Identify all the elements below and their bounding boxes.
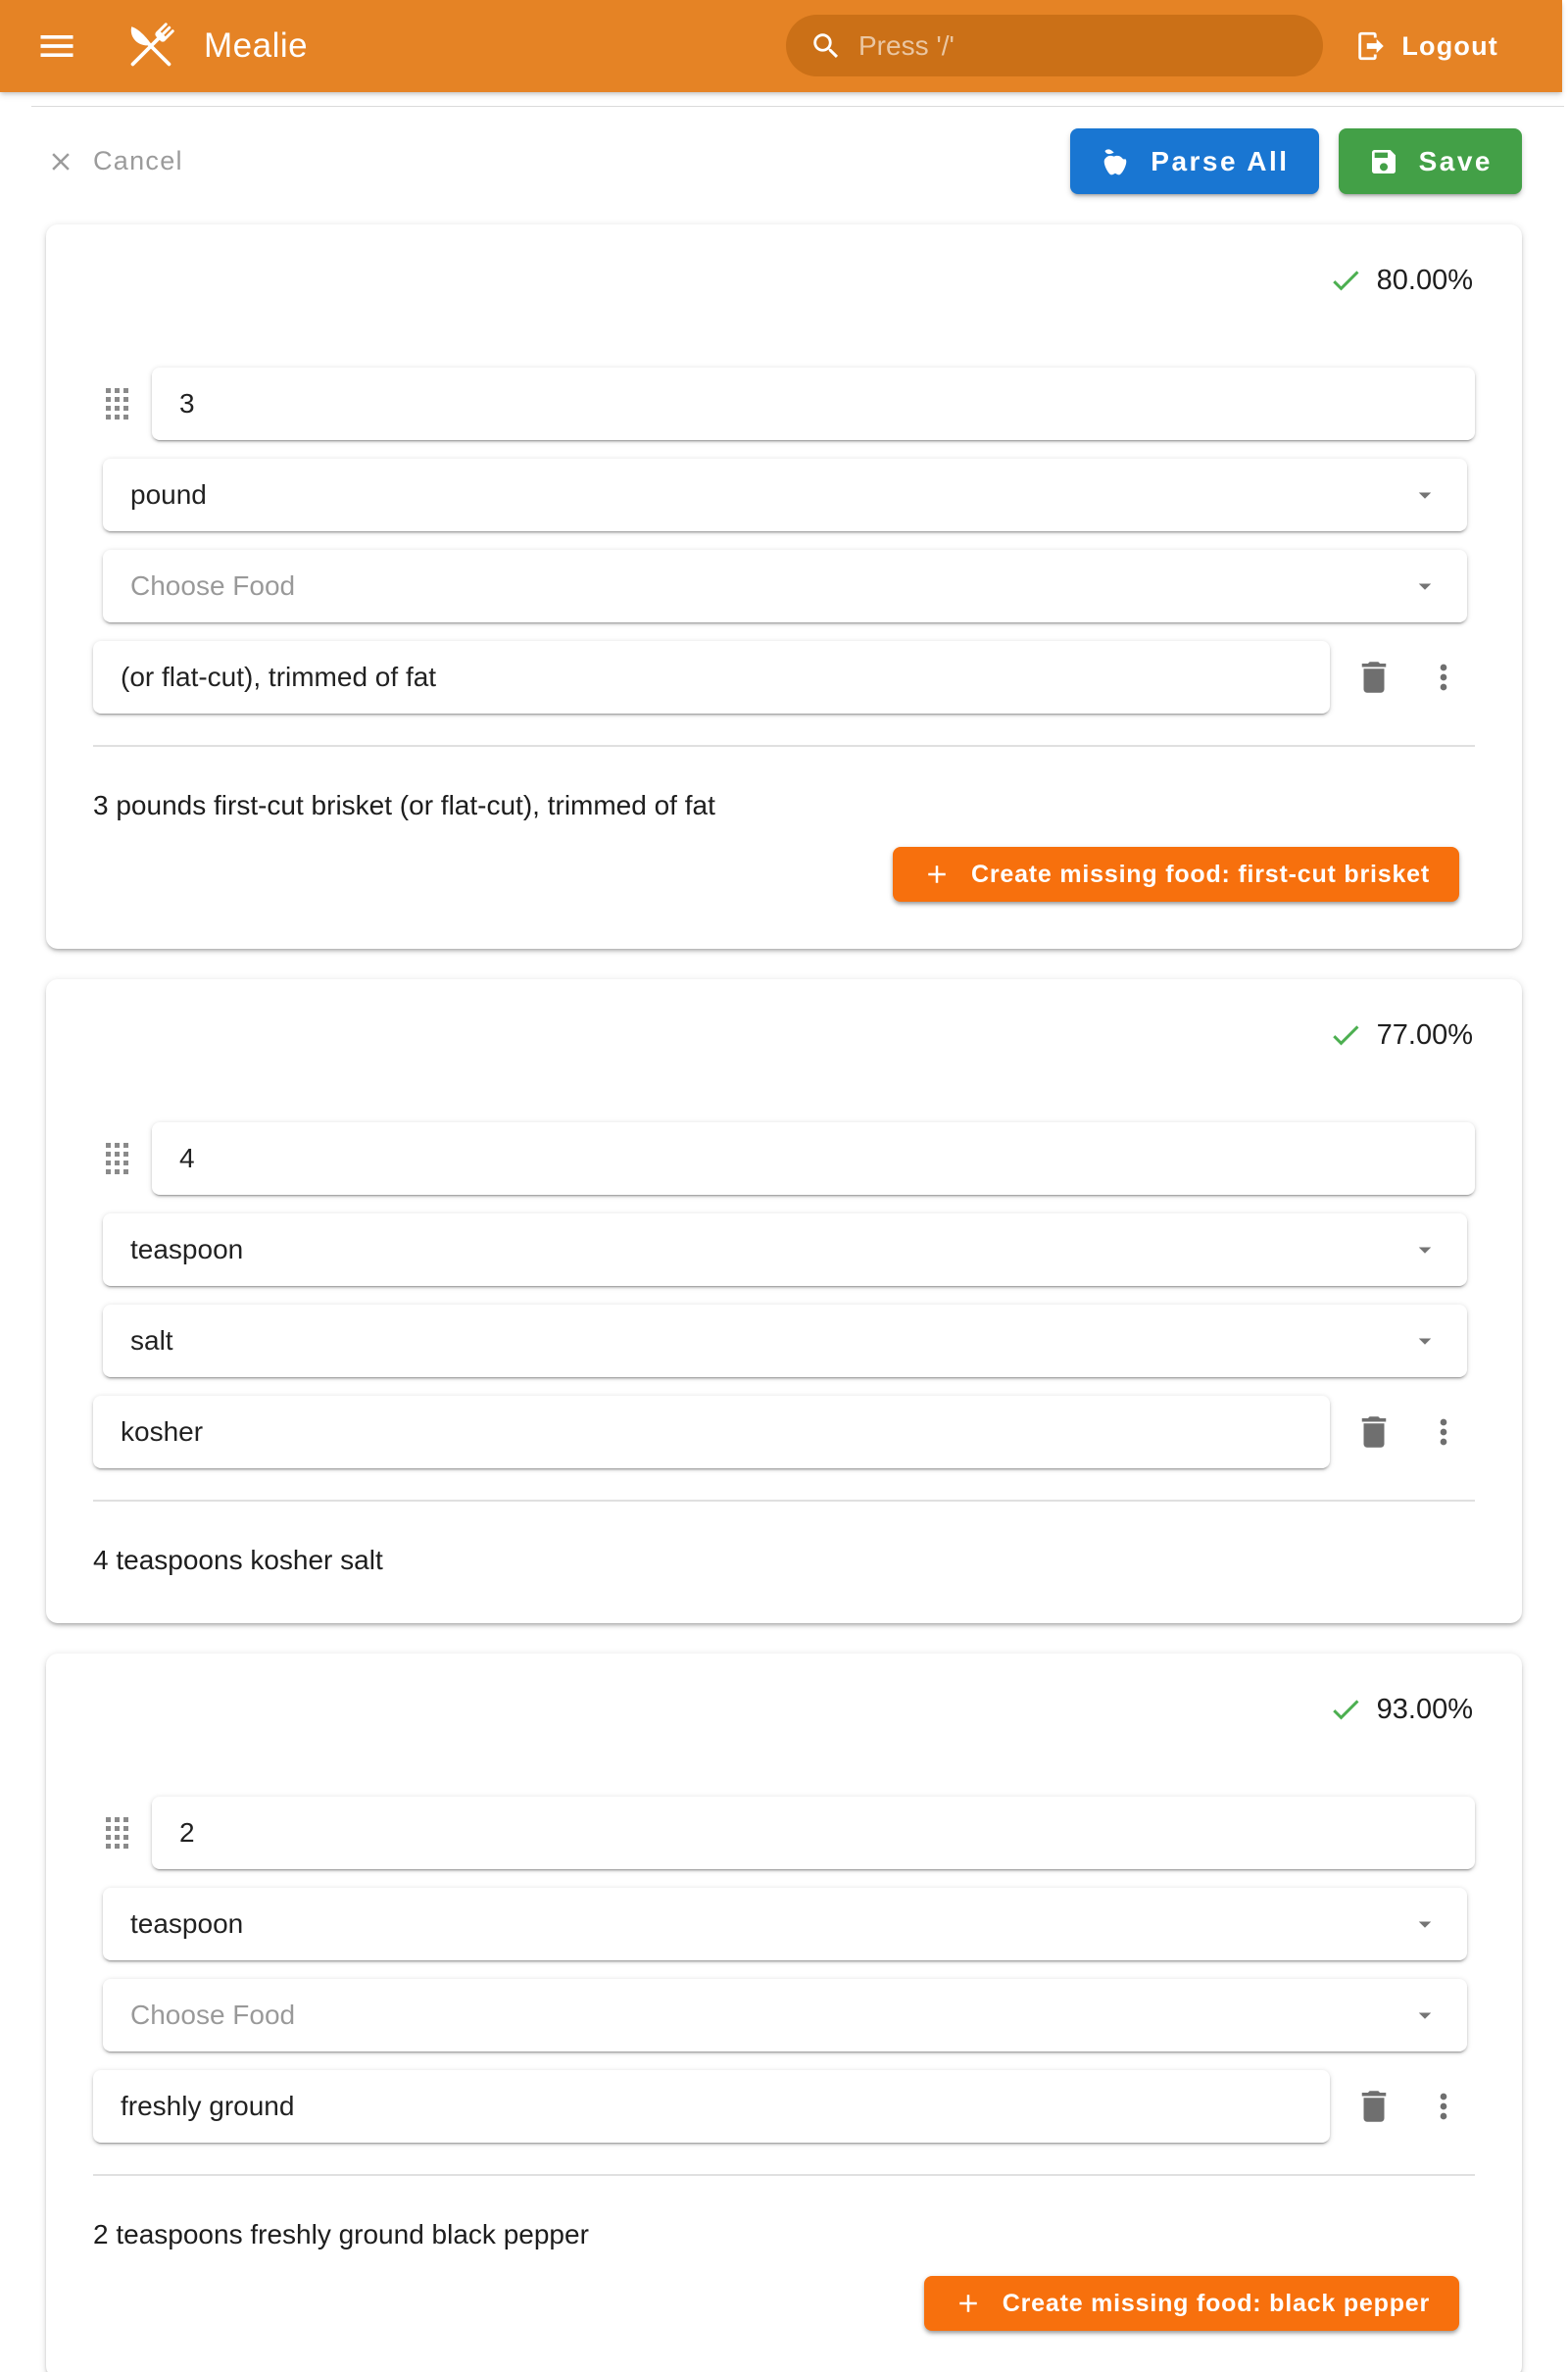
- dots-vertical-icon: [1424, 2087, 1463, 2126]
- trash-icon: [1353, 657, 1395, 698]
- drag-handle[interactable]: [106, 1143, 128, 1174]
- menu-down-icon: [1410, 1235, 1440, 1264]
- menu-down-icon: [1410, 1326, 1440, 1356]
- app-title: Mealie: [204, 26, 309, 65]
- dots-vertical-icon: [1424, 658, 1463, 697]
- unit-value: teaspoon: [130, 1234, 244, 1264]
- logout-label: Logout: [1401, 30, 1498, 61]
- save-icon: [1368, 146, 1399, 177]
- cancel-button[interactable]: [46, 146, 183, 176]
- more-options-button[interactable]: [1424, 658, 1463, 697]
- note-input[interactable]: [121, 2091, 1302, 2122]
- food-value: salt: [130, 1325, 173, 1356]
- note-input[interactable]: [121, 662, 1302, 693]
- ingredient-card: [46, 1654, 1522, 2372]
- ingredient-card: [46, 979, 1522, 1623]
- save-button[interactable]: [1339, 128, 1522, 194]
- more-options-button[interactable]: [1424, 1412, 1463, 1452]
- logout-button[interactable]: [1354, 0, 1498, 92]
- quantity-field: [152, 1122, 1475, 1195]
- search-icon: [809, 29, 843, 63]
- app-header: [0, 0, 1562, 92]
- create-missing-food-button[interactable]: [924, 2276, 1459, 2331]
- create-missing-food-button[interactable]: [893, 847, 1459, 902]
- drag-handle[interactable]: [106, 1817, 128, 1849]
- confidence-row: [93, 1693, 1475, 1726]
- card-divider: [93, 745, 1475, 747]
- food-select[interactable]: [103, 1979, 1467, 2051]
- search-input[interactable]: [858, 30, 1299, 62]
- check-icon: [1328, 1017, 1363, 1053]
- cancel-label: Cancel: [93, 146, 183, 175]
- delete-button[interactable]: [1353, 657, 1395, 698]
- dots-vertical-icon: [1424, 1412, 1463, 1452]
- parse-all-label: Parse All: [1151, 145, 1290, 176]
- check-icon: [1328, 263, 1363, 298]
- ingredient-list: [46, 224, 1522, 2372]
- trash-icon: [1353, 2086, 1395, 2127]
- unit-select[interactable]: [103, 1888, 1467, 1960]
- confidence-value: 77.00%: [1376, 1018, 1473, 1051]
- ingredient-card: [46, 224, 1522, 949]
- menu-down-icon: [1410, 571, 1440, 601]
- quantity-field: [152, 368, 1475, 440]
- create-missing-food-label: Create missing food: black pepper: [1002, 2289, 1430, 2317]
- quantity-input[interactable]: [179, 388, 1447, 420]
- original-ingredient-text: 4 teaspoons kosher salt: [93, 1545, 383, 1575]
- food-placeholder: Choose Food: [130, 570, 296, 601]
- note-input[interactable]: [121, 1416, 1302, 1448]
- more-options-button[interactable]: [1424, 2087, 1463, 2126]
- trash-icon: [1353, 1411, 1395, 1453]
- search-bar[interactable]: [786, 15, 1323, 76]
- original-ingredient-text: 3 pounds first-cut brisket (or flat-cut), trimmed of fat: [93, 790, 715, 820]
- plus-icon: [922, 860, 952, 889]
- confidence-value: 93.00%: [1376, 1693, 1473, 1725]
- mealie-logo-icon: [120, 15, 182, 77]
- logout-icon: [1354, 29, 1388, 63]
- create-missing-food-label: Create missing food: first-cut brisket: [971, 860, 1430, 888]
- unit-select[interactable]: [103, 459, 1467, 531]
- card-divider: [93, 1500, 1475, 1502]
- original-ingredient-text: 2 teaspoons freshly ground black pepper: [93, 2219, 589, 2249]
- unit-value: teaspoon: [130, 1908, 244, 1939]
- delete-button[interactable]: [1353, 1411, 1395, 1453]
- note-field: [93, 2070, 1330, 2143]
- unit-select[interactable]: [103, 1213, 1467, 1286]
- food-select[interactable]: [103, 1305, 1467, 1377]
- confidence-row: [93, 1018, 1475, 1052]
- apple-icon: [1100, 146, 1131, 177]
- menu-down-icon: [1410, 1909, 1440, 1939]
- plus-icon: [954, 2289, 983, 2318]
- parser-toolbar: [46, 128, 1522, 194]
- unit-value: pound: [130, 479, 207, 510]
- quantity-field: [152, 1797, 1475, 1869]
- save-label: Save: [1418, 145, 1493, 176]
- menu-down-icon: [1410, 480, 1440, 510]
- note-field: [93, 1396, 1330, 1468]
- menu-down-icon: [1410, 2001, 1440, 2030]
- hamburger-menu-icon[interactable]: [35, 25, 78, 68]
- delete-button[interactable]: [1353, 2086, 1395, 2127]
- quantity-input[interactable]: [179, 1817, 1447, 1849]
- food-select[interactable]: [103, 550, 1467, 622]
- check-icon: [1328, 1692, 1363, 1727]
- parse-all-button[interactable]: [1070, 128, 1318, 194]
- confidence-value: 80.00%: [1376, 264, 1473, 296]
- note-field: [93, 641, 1330, 714]
- header-divider: [31, 106, 1564, 107]
- food-placeholder: Choose Food: [130, 2000, 296, 2030]
- card-divider: [93, 2174, 1475, 2176]
- drag-handle[interactable]: [106, 388, 128, 420]
- confidence-row: [93, 264, 1475, 297]
- close-icon: [46, 147, 75, 176]
- quantity-input[interactable]: [179, 1143, 1447, 1174]
